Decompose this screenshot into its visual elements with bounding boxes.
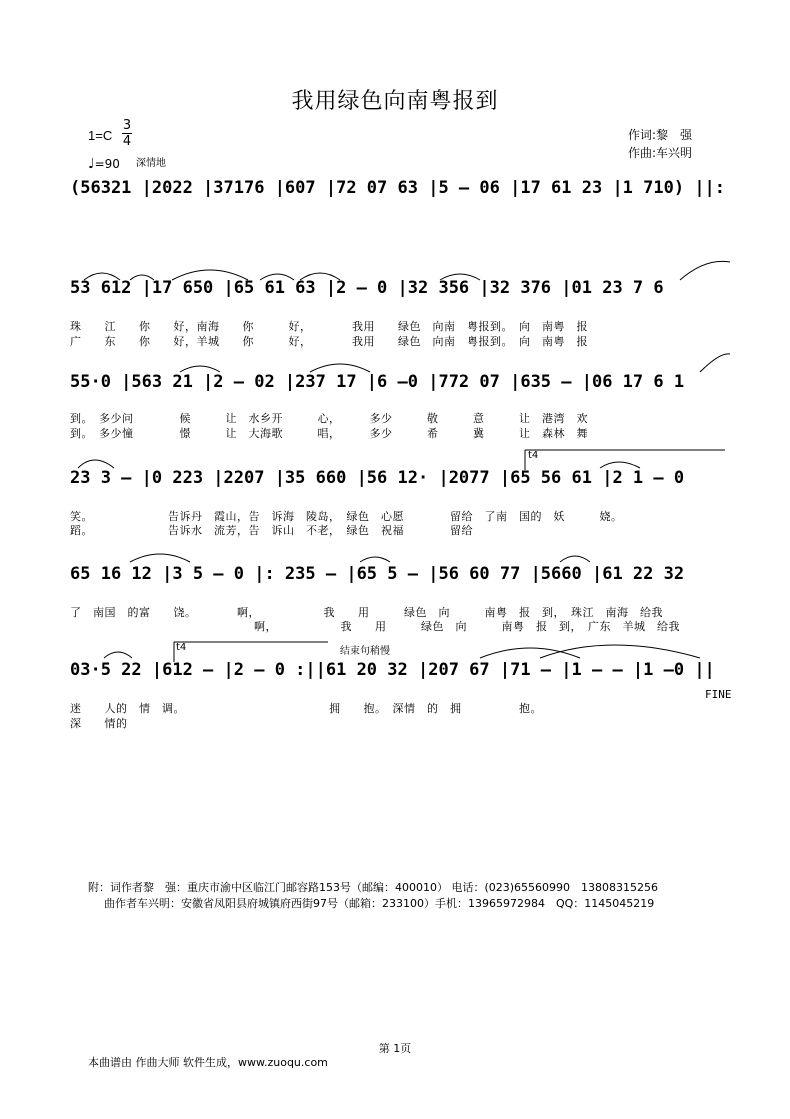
lyrics-row-2-verse-1: 珠 江 你 好，南海 你 好， 我用 绿色 向南 粤报到。 向 南粤 报 [70, 320, 588, 333]
lyrics-row-3-verse-2: 到。 多少憧 憬 让 大海歌 唱， 多少 希 冀 让 森林 舞 [70, 427, 588, 440]
notation-row-1: (56321 |2022 |37176 |607 |72 07 63 |5 — 06 |17 61 23 |1 710) ||: [70, 178, 726, 198]
time-signature [122, 118, 132, 149]
lyrics-row-3-verse-1: 到。 多少问 候 让 水乡开 心， 多少 敬 意 让 港湾 欢 [70, 412, 588, 425]
expression-marking: 深情地 [136, 158, 166, 169]
song-title: 我用绿色向南粤报到 [291, 89, 499, 114]
generator-credit: 本曲谱由 作曲大师 软件生成，www.zuoqu.com [88, 1056, 328, 1069]
lyrics-row-6-verse-1: 迷 人的 情 调。 拥 抱。 深情 的 拥 抱。 [70, 702, 542, 715]
lyricist-contact: 附：词作者黎 强：重庆市渝中区临江门邮容路153号（邮编：400010） 电话：(023)65560990 13808315256 [88, 881, 659, 894]
ending-tempo-note: 结束句稍慢 [340, 646, 390, 657]
time-signature-bottom: 4 [122, 134, 132, 149]
notation-row-4: 23 3 — |0 223 |2207 |35 660 |56 12· |2077 |65 56 61 |2 1 — 0 [70, 468, 685, 488]
lyrics-row-2-verse-2: 广 东 你 好，羊城 你 好， 我用 绿色 向南 粤报到。 向 南粤 报 [70, 335, 588, 348]
lyricist-credit: 作词:黎 强 [628, 128, 693, 142]
notation-row-5: 65 16 12 |3 5 — 0 |: 235 — |65 5 — |56 60 77 |5660 |61 22 32 [70, 564, 685, 584]
volta-2-label: t4 [176, 642, 187, 653]
slurs-row-5 [70, 540, 730, 566]
fine-marking: FINE [705, 688, 732, 701]
time-signature-top: 3 [122, 118, 132, 133]
notation-row-2: 53 612 |17 650 |65 61 63 |2 — 0 |32 356 |32 376 |01 23 7 6 [70, 278, 664, 298]
contact-footer [88, 880, 658, 912]
key-signature: 1=C [88, 128, 113, 143]
page-number: 第 1页 [378, 1042, 412, 1055]
lyrics-row-5-verse-2: 啊， 我 用 绿色 向 南粤 报 到， 广东 羊城 给我 [70, 620, 680, 633]
lyrics-row-4-verse-1: 笑。 告诉丹 霞山，告 诉海 陵岛， 绿色 心愿 留给 了南 国的 妖 娆。 [70, 510, 623, 523]
quarter-note-icon: ♩ [88, 156, 95, 172]
composer-contact: 曲作者车兴明：安徽省凤阳县府城镇府西街97号（邮箱：233100）手机：13965972984 QQ：1145045219 [104, 897, 655, 910]
slurs-row-6 [70, 636, 730, 662]
tempo-value: =90 [94, 157, 120, 171]
tempo-marking [88, 156, 120, 172]
notation-row-3: 55·0 |563 21 |2 — 02 |237 17 |6 —0 |772 07 |635 — |06 17 6 1 [70, 372, 685, 392]
lyrics-row-5-verse-1: 了 南国 的富 饶。 啊， 我 用 绿色 向 南粤 报 到， 珠江 南海 给我 [70, 606, 663, 619]
notation-row-6: 03·5 22 |612 — |2 — 0 :||61 20 32 |207 67 |71 — |1 — — |1 —0 || [70, 660, 715, 680]
lyrics-row-6-verse-2: 深 情的 [70, 717, 128, 730]
credits [628, 126, 692, 162]
lyrics-row-4-verse-2: 蹈。 告诉水 流芳，告 诉山 不老， 绿色 祝福 留给 [70, 524, 473, 537]
volta-1-label: t4 [528, 450, 539, 461]
composer-credit: 作曲:车兴明 [628, 146, 693, 160]
